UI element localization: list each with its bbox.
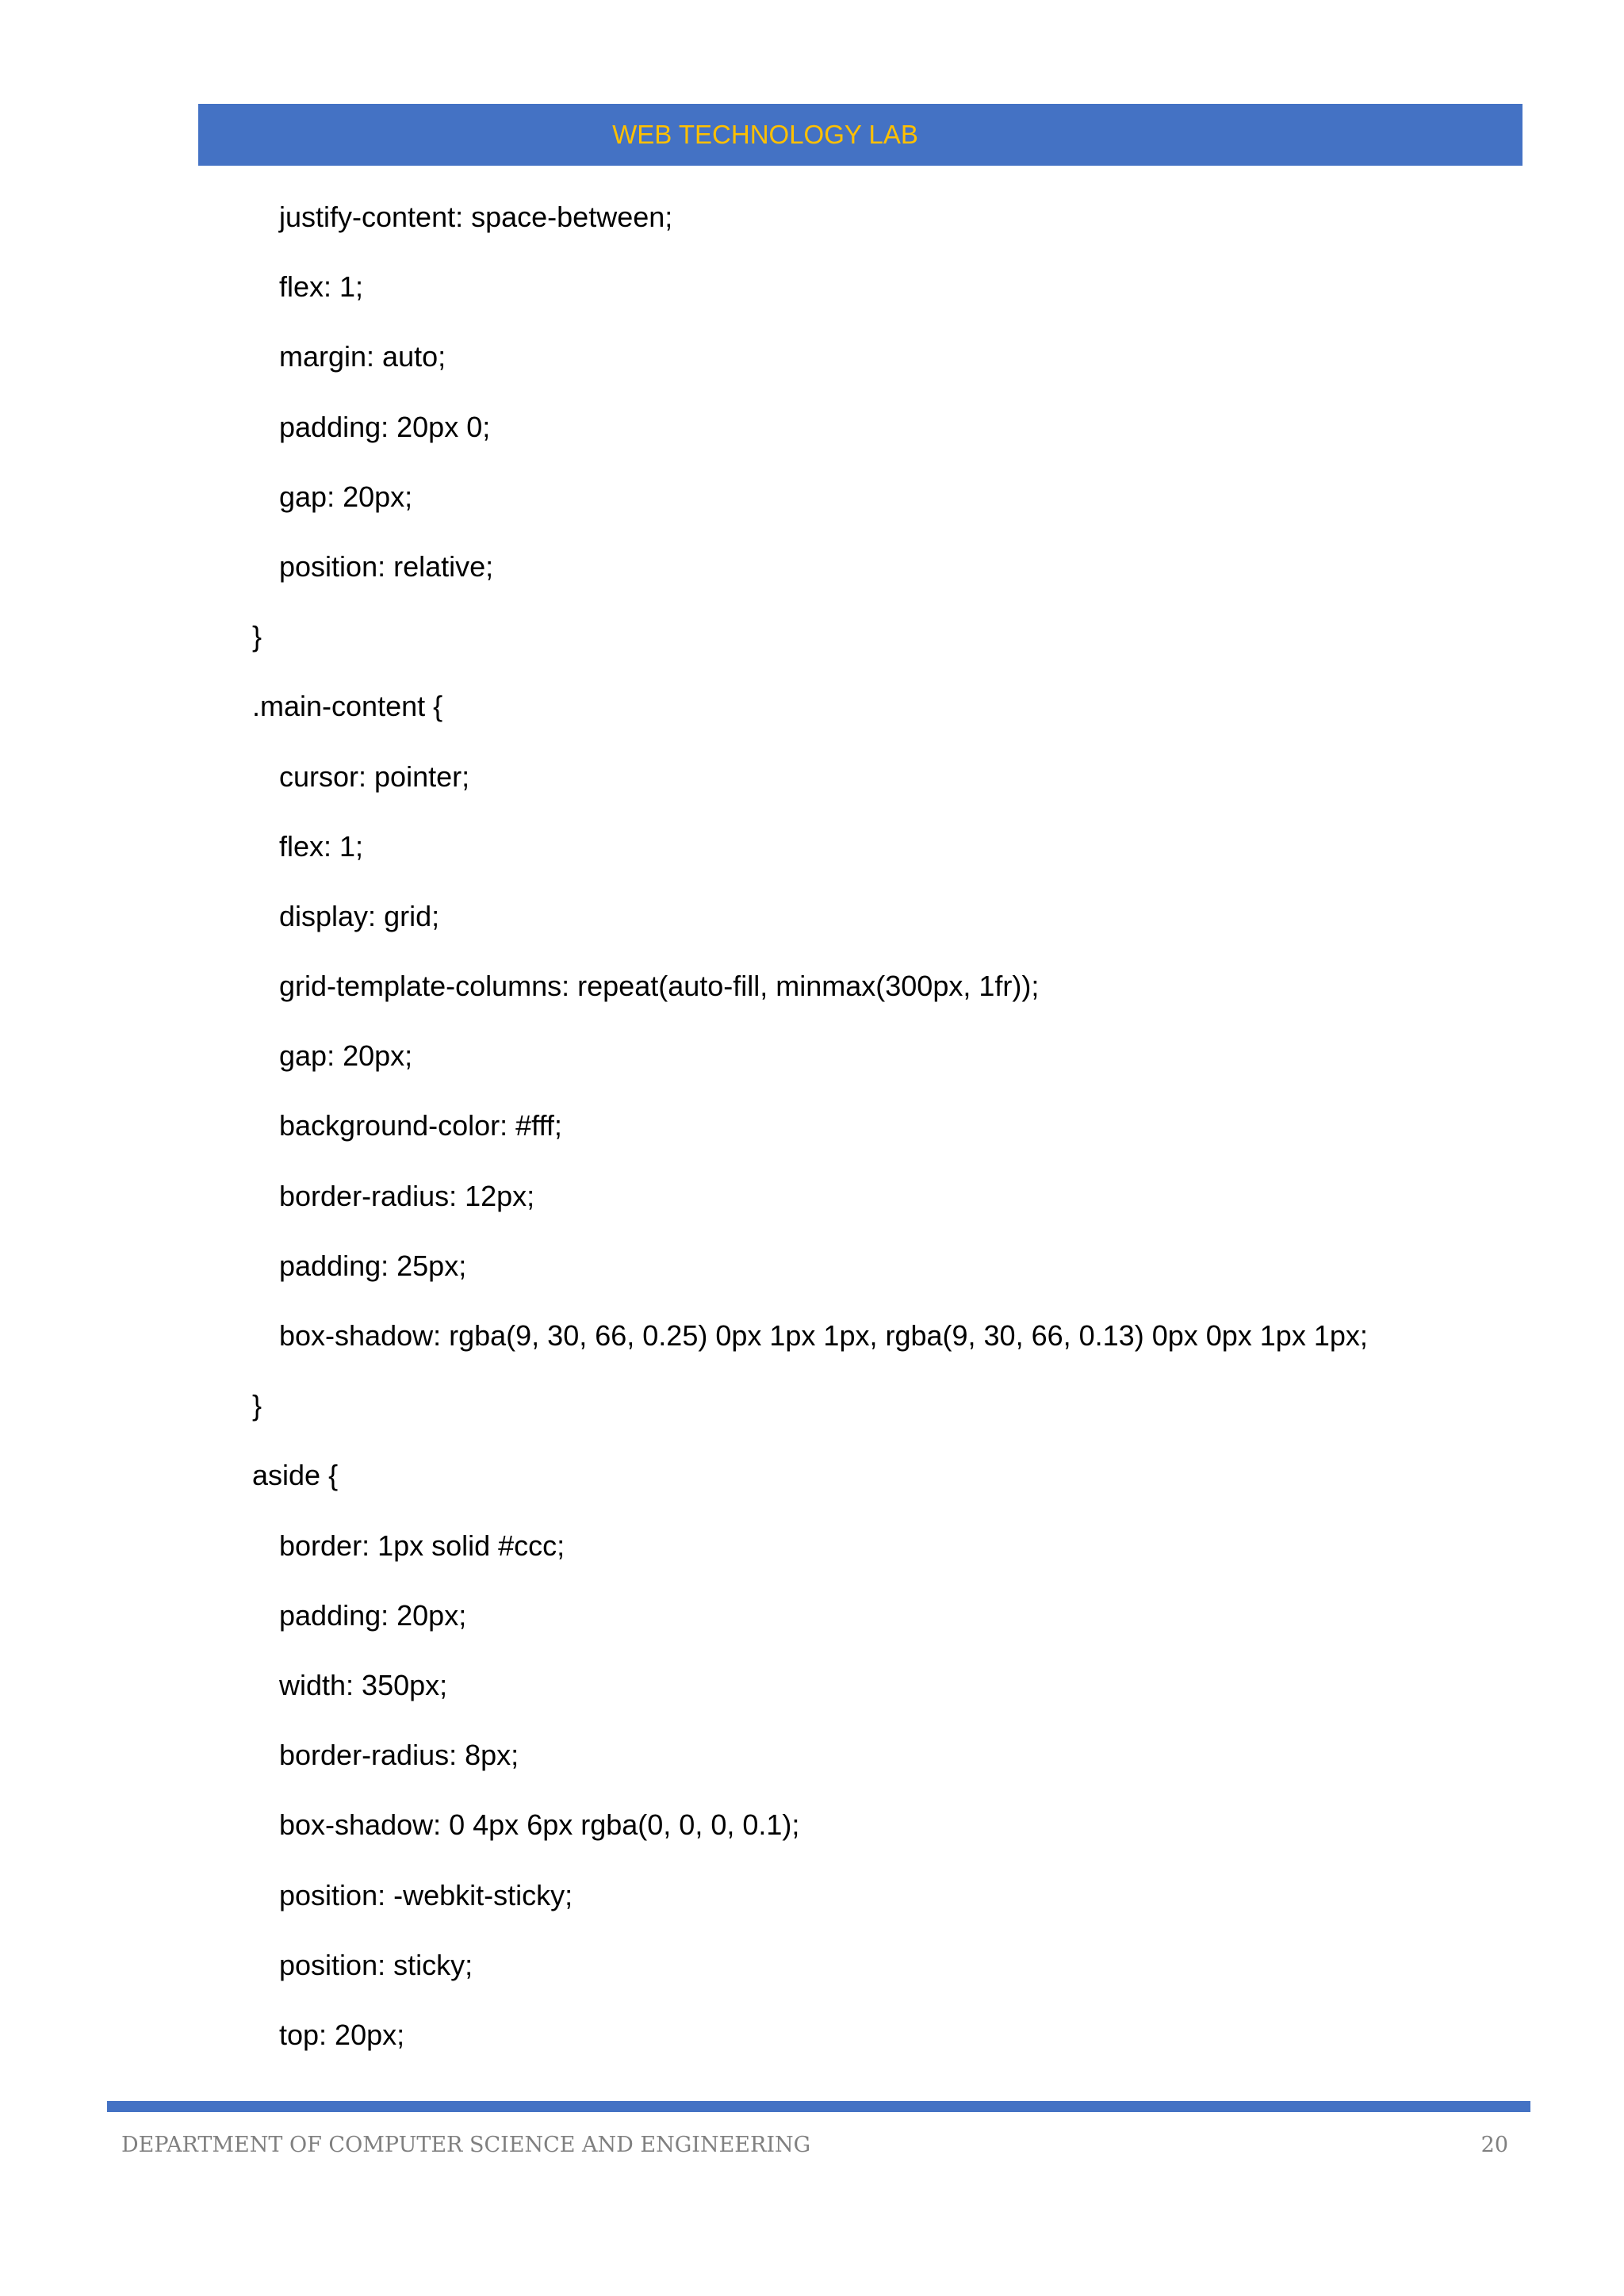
code-line: display: grid;	[279, 899, 440, 932]
code-line: cursor: pointer;	[279, 760, 470, 793]
code-line: aside {	[252, 1459, 339, 1492]
code-line: justify-content: space-between;	[279, 201, 673, 233]
code-block	[252, 197, 1521, 2084]
code-line: background-color: #fff;	[279, 1109, 562, 1142]
header-bar	[198, 104, 1522, 166]
code-line: position: sticky;	[279, 1948, 473, 1981]
footer-rule	[107, 2101, 1530, 2112]
header-title: WEB TECHNOLOGY LAB	[612, 120, 918, 149]
code-line: grid-template-columns: repeat(auto-fill, minmax(300px, 1fr));	[279, 970, 1040, 1003]
code-line: top: 20px;	[279, 2018, 405, 2051]
code-line: padding: 25px;	[279, 1249, 467, 1282]
code-line: border-radius: 12px;	[279, 1179, 535, 1212]
code-line: padding: 20px 0;	[279, 410, 491, 443]
code-line: border: 1px solid #ccc;	[279, 1529, 565, 1562]
page-number: 20	[1480, 2133, 1508, 2157]
code-line: width: 350px;	[279, 1668, 448, 1701]
code-line: gap: 20px;	[279, 1039, 413, 1073]
footer-department: DEPARTMENT OF COMPUTER SCIENCE AND ENGINEERING	[121, 2133, 811, 2157]
code-line: }	[252, 1389, 262, 1422]
code-line: position: -webkit-sticky;	[279, 1878, 573, 1911]
code-line: padding: 20px;	[279, 1598, 467, 1632]
code-line: border-radius: 8px;	[279, 1739, 519, 1772]
code-line: gap: 20px;	[279, 480, 413, 513]
code-line: box-shadow: rgba(9, 30, 66, 0.25) 0px 1px 1px, rgba(9, 30, 66, 0.13) 0px 0px 1px 1px;	[279, 1319, 1368, 1352]
code-line: position: relative;	[279, 549, 494, 583]
code-line: flex: 1;	[279, 829, 364, 863]
code-line: .main-content {	[252, 690, 443, 723]
code-line: flex: 1;	[279, 270, 364, 304]
code-line: margin: auto;	[279, 340, 446, 373]
code-line: box-shadow: 0 4px 6px rgba(0, 0, 0, 0.1);	[279, 1808, 800, 1842]
code-line: }	[252, 620, 262, 653]
